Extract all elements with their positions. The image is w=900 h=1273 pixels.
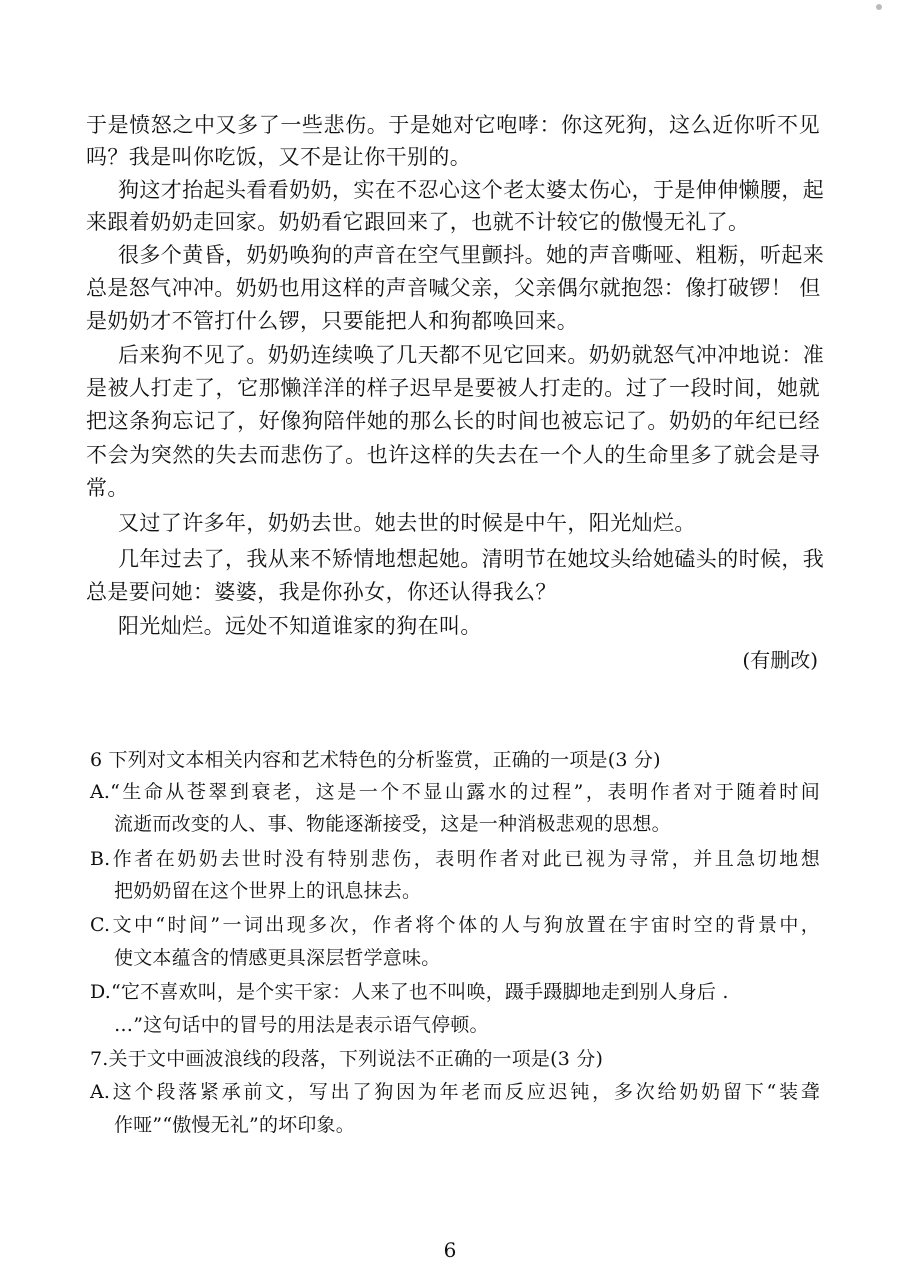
page-number: 6 [443,1238,457,1262]
question-7-stem: 7.关于文中画波浪线的段落，下列说法不正确的一项是(3 分) [90,1048,604,1070]
question-6-option-c: C.文中“时间”一词出现多次，作者将个体的人与狗放置在宇宙时空的背景中， [90,914,820,936]
question-6-option-a-cont: 流逝而改变的人、事、物能逐渐接受，这是一种消极悲观的思想。 [114,813,671,835]
passage-line: 不会为突然的失去而悲伤了。也许这样的失去在一个人的生命里多了就会是寻 [86,443,820,467]
passage-line: 狗这才抬起头看看奶奶，实在不忍心这个老太婆太伤心，于是伸伸懒腰，起 [118,178,825,202]
passage-line: 来跟着奶奶走回家。奶奶看它跟回来了，也就不计较它的傲慢无礼了。 [86,210,750,234]
question-6-option-c-cont: 使文本蕴含的情感更具深层哲学意味。 [114,947,441,969]
passage-line: 于是愤怒之中又多了一些悲伤。于是她对它咆哮：你这死狗，这么近你听不见 [86,113,820,137]
passage-line: 后来狗不见了。奶奶连续唤了几天都不见它回来。奶奶就怒气冲冲地说：准 [118,343,825,367]
scan-speck [876,4,882,10]
question-6-option-b: B.作者在奶奶去世时没有特别悲伤，表明作者对此已视为寻常，并且急切地想 [90,848,820,870]
passage-line: 阳光灿烂。远处不知道谁家的狗在叫。 [118,614,482,638]
question-6-stem: 6 下列对文本相关内容和艺术特色的分析鉴赏，正确的一项是(3 分) [90,749,661,771]
passage-line: 总是怒气冲冲。奶奶也用这样的声音喊父亲，父亲偶尔就抱怨：像打破锣！ 但 [86,276,821,300]
question-6-option-b-cont: 把奶奶留在这个世界上的讯息抹去。 [114,880,422,902]
passage-line: 吗？我是叫你吃饭，又不是让你干别的。 [86,145,472,169]
passage-line: 又过了许多年，奶奶去世。她去世的时候是中午，阳光灿烂。 [118,511,696,535]
source-note: (有删改) [742,648,818,672]
passage-line: 几年过去了，我从来不矫情地想起她。清明节在她坟头给她磕头的时候，我 [118,547,825,571]
passage-line: 很多个黄昏，奶奶唤狗的声音在空气里颤抖。她的声音嘶哑、粗粝，听起来 [118,243,825,267]
question-7-option-a-cont: 作哑”“傲慢无礼”的坏印象。 [114,1114,355,1136]
question-6-option-d: D.“它不喜欢叫，是个实干家：人来了也不叫唤，蹑手蹑脚地走到别人身后 . [90,981,729,1003]
question-6-option-a: A.“生命从苍翠到衰老，这是一个不显山露水的过程”，表明作者对于随着时间 [90,781,820,803]
question-7-option-a: A.这个段落紧承前文，写出了狗因为年老而反应迟钝，多次给奶奶留下“装聋 [90,1081,820,1103]
passage-line: 总是要问她：婆婆，我是你孙女，你还认得我么？ [86,580,557,604]
passage-line: 是奶奶才不管打什么锣，只要能把人和狗都唤回来。 [86,309,579,333]
passage-line: 常。 [86,476,129,500]
question-6-option-d-cont: …”这句话中的冒号的用法是表示语气停顿。 [114,1014,489,1036]
passage-line: 把这条狗忘记了，好像狗陪伴她的那么长的时间也被忘记了。奶奶的年纪已经 [86,409,820,433]
passage-line: 是被人打走了，它那懒洋洋的样子迟早是要被人打走的。过了一段时间，她就 [86,376,820,400]
